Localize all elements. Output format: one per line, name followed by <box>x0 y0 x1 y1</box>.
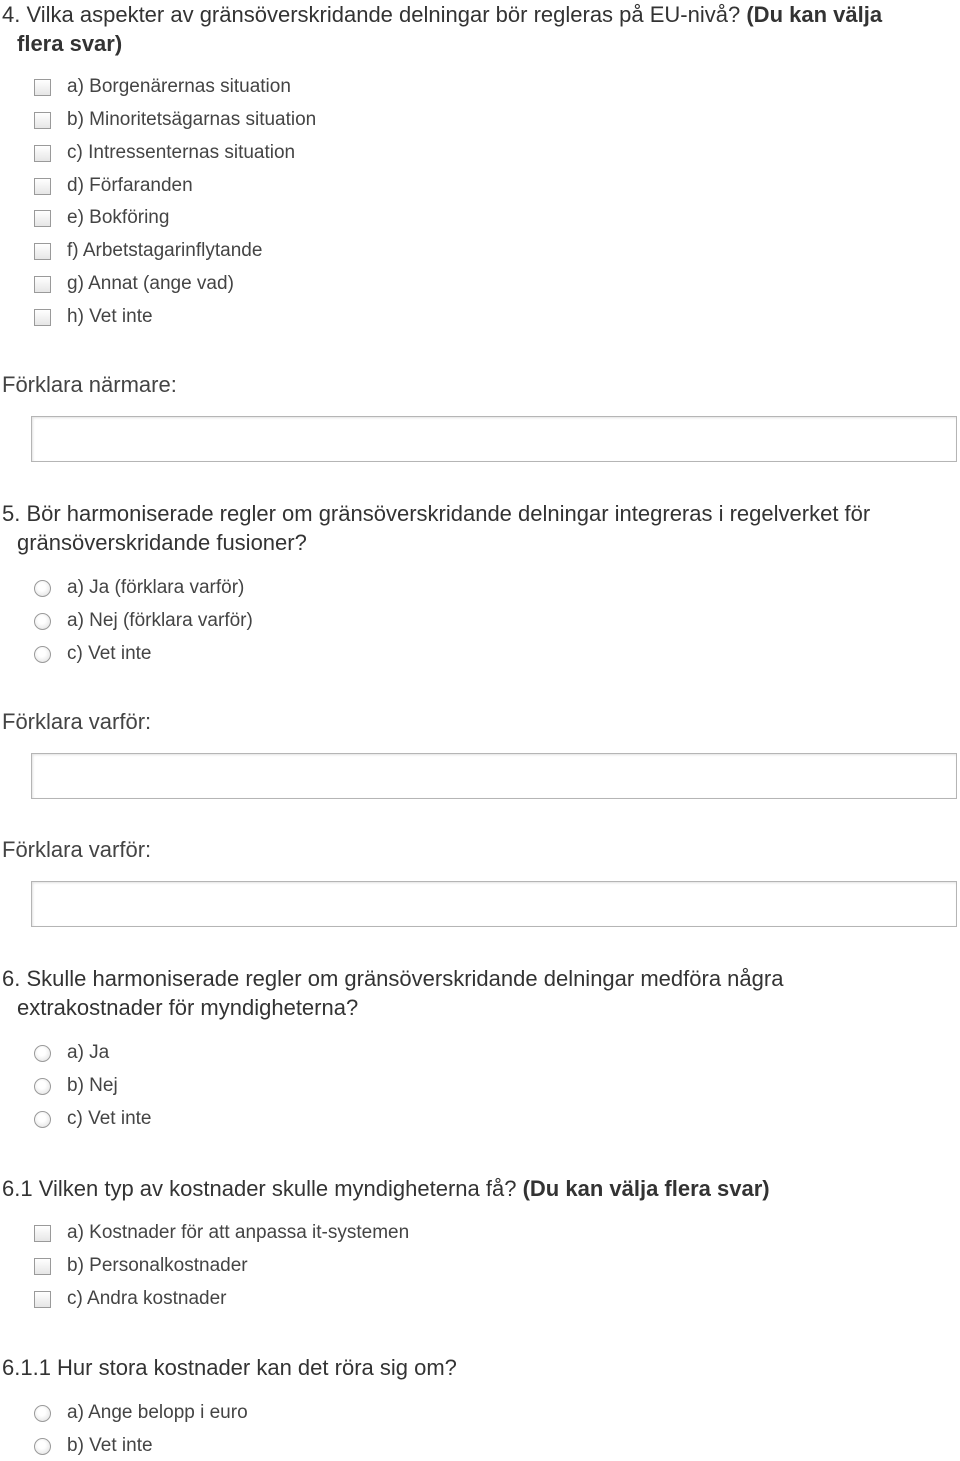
checkbox[interactable] <box>34 1258 51 1275</box>
radio-button[interactable] <box>34 613 51 630</box>
question-4-hint-line2: flera svar) <box>17 31 123 56</box>
option-label: c) Andra kostnader <box>67 1288 227 1309</box>
question-6-1-text: 6.1 Vilken typ av kostnader skulle myndigheterna få? <box>2 1176 517 1201</box>
checkbox[interactable] <box>34 79 51 96</box>
radio-button[interactable] <box>34 1438 51 1455</box>
checkbox[interactable] <box>34 210 51 227</box>
question-6-1-1-text: 6.1.1 Hur stora kostnader kan det röra sig om? <box>2 1355 457 1380</box>
checkbox[interactable] <box>34 243 51 260</box>
q4-explain-field[interactable] <box>31 416 957 462</box>
q6-option-dont-know[interactable] <box>34 1107 152 1131</box>
question-4-title <box>2 0 954 58</box>
option-label: c) Intressenternas situation <box>67 142 296 163</box>
question-4-hint: (Du kan välja <box>746 2 883 27</box>
question-6-text: 6. Skulle harmoniserade regler om gränsöverskridande delningar medföra några <box>2 966 784 991</box>
option-label: a) Nej (förklara varför) <box>67 610 253 631</box>
q6-1-option-a[interactable] <box>34 1221 409 1245</box>
option-label: c) Vet inte <box>67 1108 152 1129</box>
q4-option-g[interactable] <box>34 272 234 296</box>
question-6-1-1-title <box>2 1353 954 1382</box>
option-label: e) Bokföring <box>67 207 170 228</box>
q6-1-option-c[interactable] <box>34 1287 226 1311</box>
checkbox[interactable] <box>34 1291 51 1308</box>
option-label: b) Vet inte <box>67 1435 153 1456</box>
q4-option-e[interactable] <box>34 206 169 230</box>
q5-explain-field-1[interactable] <box>31 753 957 799</box>
radio-button[interactable] <box>34 1078 51 1095</box>
question-4-text: 4. Vilka aspekter av gränsöverskridande delningar bör regleras på EU-nivå? <box>2 2 741 27</box>
question-6-title <box>2 964 954 1022</box>
q4-option-h[interactable] <box>34 305 153 329</box>
q4-explain-label: Förklara närmare: <box>2 372 177 397</box>
checkbox[interactable] <box>34 112 51 129</box>
q6-1-option-b[interactable] <box>34 1254 248 1278</box>
option-label: c) Vet inte <box>67 643 152 664</box>
q4-option-d[interactable] <box>34 174 193 198</box>
radio-button[interactable] <box>34 1111 51 1128</box>
q6-1-1-option-a[interactable] <box>34 1401 248 1425</box>
question-6-text-line2: extrakostnader för myndigheterna? <box>17 995 359 1020</box>
checkbox[interactable] <box>34 309 51 326</box>
option-label: b) Personalkostnader <box>67 1255 248 1276</box>
checkbox[interactable] <box>34 1225 51 1242</box>
option-label: f) Arbetstagarinflytande <box>67 240 263 261</box>
q4-option-f[interactable] <box>34 239 262 263</box>
option-label: a) Ja (förklara varför) <box>67 577 245 598</box>
option-label: g) Annat (ange vad) <box>67 273 234 294</box>
q6-option-yes[interactable] <box>34 1041 109 1065</box>
radio-button[interactable] <box>34 580 51 597</box>
radio-button[interactable] <box>34 646 51 663</box>
q4-option-a[interactable] <box>34 75 291 99</box>
q5-explain-label-2: Förklara varför: <box>2 837 152 862</box>
option-label: h) Vet inte <box>67 306 153 327</box>
q6-option-no[interactable] <box>34 1074 118 1098</box>
question-6-1-title <box>2 1174 954 1203</box>
question-5-title <box>2 499 954 557</box>
question-5-text-line2: gränsöverskridande fusioner? <box>17 530 307 555</box>
q4-option-b[interactable] <box>34 108 316 132</box>
radio-button[interactable] <box>34 1405 51 1422</box>
q5-option-yes[interactable] <box>34 576 244 600</box>
q5-explain-label-1: Förklara varför: <box>2 709 152 734</box>
checkbox[interactable] <box>34 276 51 293</box>
radio-button[interactable] <box>34 1045 51 1062</box>
option-label: a) Ange belopp i euro <box>67 1402 248 1423</box>
q5-option-no[interactable] <box>34 609 253 633</box>
q4-option-c[interactable] <box>34 141 295 165</box>
q5-option-dont-know[interactable] <box>34 642 152 666</box>
option-label: b) Nej <box>67 1075 118 1096</box>
question-5-text: 5. Bör harmoniserade regler om gränsöverskridande delningar integreras i regelverket för <box>2 501 871 526</box>
option-label: a) Borgenärernas situation <box>67 76 291 97</box>
option-label: a) Kostnader för att anpassa it-systemen <box>67 1222 410 1243</box>
option-label: b) Minoritetsägarnas situation <box>67 109 317 130</box>
question-6-1-hint: (Du kan välja flera svar) <box>522 1176 770 1201</box>
checkbox[interactable] <box>34 178 51 195</box>
q6-1-1-option-b[interactable] <box>34 1434 153 1458</box>
option-label: a) Ja <box>67 1042 110 1063</box>
q5-explain-field-2[interactable] <box>31 881 957 927</box>
option-label: d) Förfaranden <box>67 175 193 196</box>
checkbox[interactable] <box>34 145 51 162</box>
